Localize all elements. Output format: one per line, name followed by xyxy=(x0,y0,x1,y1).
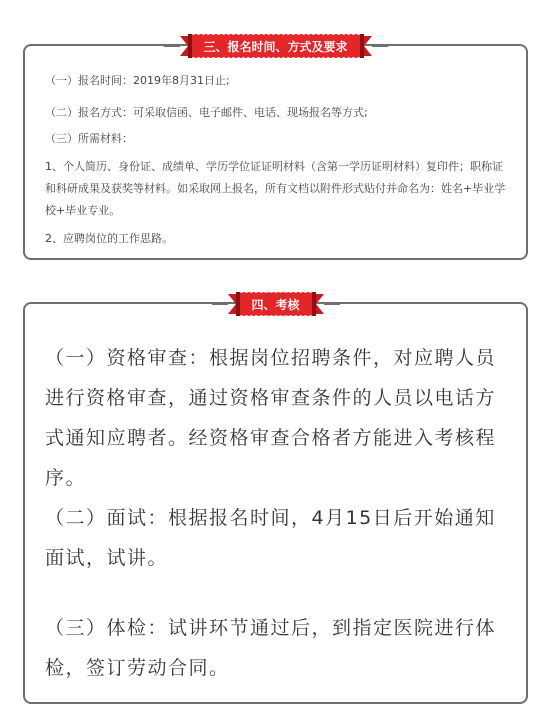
assessment-section xyxy=(23,298,528,704)
section-ribbon xyxy=(163,32,387,60)
registration-section xyxy=(23,40,528,260)
interview-text: （二）面试：根据报名时间，4月15日后开始通知面试，试讲。 xyxy=(45,507,496,569)
qualification-review: （一）资格审查：根据岗位招聘条件，对应聘人员进行资格审查，通过资格审查条件的人员以电话方式通知应聘者。经资格审查合格者方能进入考核程序。 xyxy=(45,347,497,489)
physical-exam-text: （三）体检：试讲环节通过后，到指定医院进行体检，签订劳动合同。 xyxy=(45,617,497,679)
materials-item-1: 1、个人简历、身份证、成绩单、学历学位证证明材料（含第一学历证明材料）复印件；职称证和科研成果及获奖等材料。如采取网上报名，所有文档以附件形式贴付并命名为：姓名+毕业学校+毕业专业。 xyxy=(45,160,506,217)
registration-time: （一）报名时间：2019年8月31日止; xyxy=(45,74,230,87)
section-title: 三、报名时间、方式及要求 xyxy=(191,34,359,58)
registration-method: （二）报名方式：可采取信函、电子邮件、电话、现场报名等方式; xyxy=(45,106,368,119)
section-ribbon xyxy=(211,290,339,318)
materials-heading: （三）所需材料： xyxy=(45,132,133,145)
section-title: 四、考核 xyxy=(239,292,311,316)
materials-item-2: 2、应聘岗位的工作思路。 xyxy=(45,232,173,245)
